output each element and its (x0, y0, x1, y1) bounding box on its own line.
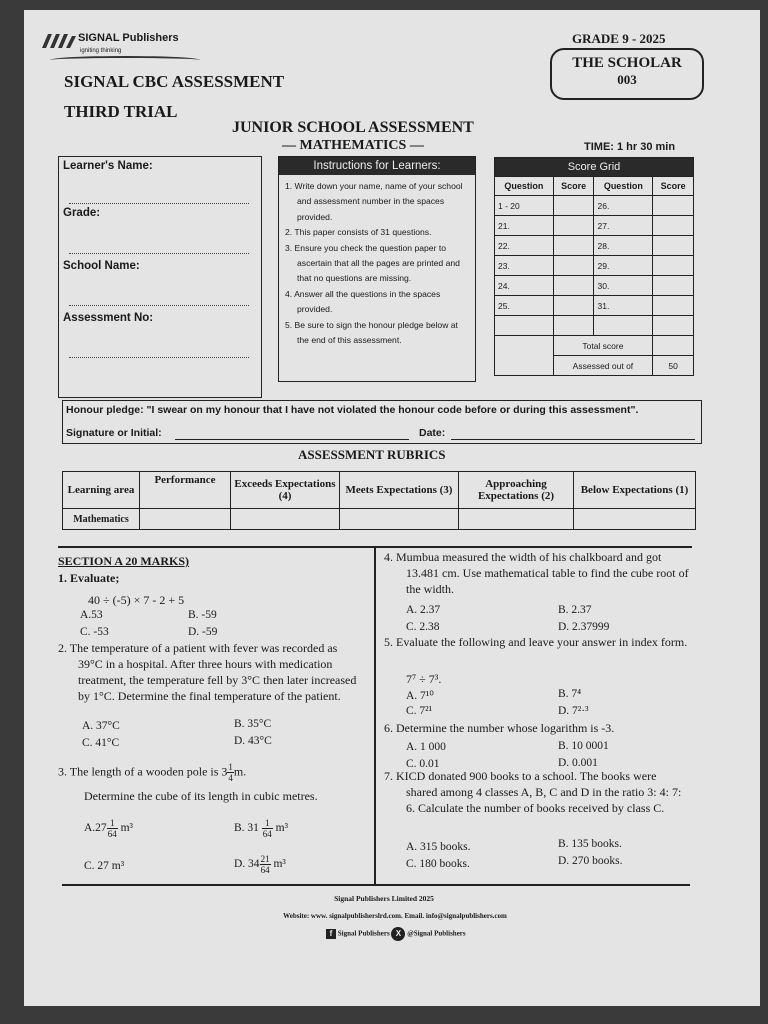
trial-label: THIRD TRIAL (64, 102, 178, 121)
rubric-header: Below Expectations (1) (574, 472, 696, 509)
question-4-stem: 4. Mumbua measured the width of his chalkboard and got 13.481 cm. Use mathematical table to find the cube root of the width. (384, 550, 689, 596)
answer-option[interactable]: B. 31 $\frac{1}{64}$ m³ (234, 818, 289, 839)
publisher-logo (40, 30, 210, 70)
score-grid-header: Score (653, 177, 694, 196)
facebook-icon: f (326, 929, 336, 939)
table-row (63, 509, 696, 530)
footer-social (326, 927, 466, 941)
question-7-stem: 7. KICD donated 900 books to a school. The books were shared among 4 classes A, B, C and D in the ratio 3: 4: 7: 6. Calculate the number of books received by class C. (384, 769, 682, 815)
honour-pledge-box (62, 400, 702, 444)
assessed-out-of-value: 50 (653, 356, 694, 376)
scholar-badge (550, 48, 704, 100)
learner-name-label: Learner's Name: (63, 160, 153, 172)
table-row: 21. 27. (495, 216, 694, 236)
instruction-item: 1. Write down your name, name of your school and assessment number in the spaces provided. (285, 181, 463, 222)
grade-field-label: Grade: (63, 207, 101, 219)
signature-label: Signature or Initial: (66, 427, 162, 439)
question-1-expression: 40 ÷ (-5) × 7 - 2 + 5 (88, 593, 185, 607)
answer-option[interactable]: A. 37°C (82, 720, 120, 732)
signature-line[interactable] (175, 439, 409, 440)
table-row: 25. 31. (495, 296, 694, 316)
instructions-title: Instructions for Learners: (279, 157, 475, 175)
score-grid-title: Score Grid (495, 158, 694, 177)
rubric-header: Performance (140, 472, 231, 509)
answer-option[interactable]: A. 315 books. (406, 841, 471, 853)
footer-contact: Website: www. signalpublisherslrd.com. Email. info@signalpublishers.com (283, 912, 507, 920)
instruction-item: 2. This paper consists of 31 questions. (285, 227, 432, 238)
table-row (495, 316, 694, 336)
answer-option[interactable]: C. 7²¹ (406, 705, 433, 717)
question-5-expression: 7⁷ ÷ 7³. (406, 672, 442, 686)
answer-option[interactable]: A. 7¹⁰ (406, 690, 434, 702)
table-row: 23. 29. (495, 256, 694, 276)
school-name-label: School Name: (63, 260, 140, 272)
table-row (63, 472, 696, 509)
date-label: Date: (419, 427, 446, 439)
answer-option[interactable]: B. 2.37 (558, 604, 592, 616)
assessment-no-label: Assessment No: (63, 312, 154, 324)
question-6-stem: 6. Determine the number whose logarithm is -3. (384, 721, 615, 735)
assessment-no-line[interactable] (69, 357, 249, 358)
answer-option[interactable]: D. -59 (188, 626, 218, 638)
instruction-item: 3. Ensure you check the question paper to ascertain that all the pages are printed and that no questions are missing. (285, 242, 460, 284)
rubrics-table (62, 471, 696, 530)
publisher-name: SIGNAL Publishers (78, 32, 179, 44)
answer-option[interactable]: D. 43°C (234, 735, 272, 747)
instructions-box (278, 156, 476, 382)
answer-option[interactable]: C. 0.01 (406, 758, 440, 770)
grade-line[interactable] (69, 253, 249, 254)
logo-mark-icon (40, 32, 78, 50)
school-name-line[interactable] (69, 305, 249, 306)
rubric-row-label: Mathematics (63, 509, 140, 530)
rubric-header: Meets Expectations (3) (340, 472, 459, 509)
table-row (495, 336, 694, 356)
answer-option[interactable]: B. 10 0001 (558, 740, 609, 752)
answer-option[interactable]: A. 2.37 (406, 604, 441, 616)
question-1-stem: 1. Evaluate; (58, 571, 120, 585)
time-label: TIME: 1 hr 30 min (584, 141, 676, 153)
answer-option[interactable]: B. 35°C (234, 718, 272, 730)
fraction: $\frac{1}{4}$ (228, 762, 233, 783)
pledge-label: Honour pledge: (66, 404, 144, 416)
answer-option[interactable]: D. 0.001 (558, 757, 598, 769)
question-5-stem: 5. Evaluate the following and leave your answer in index form. (384, 635, 688, 649)
score-grid-header: Score (553, 177, 594, 196)
answer-option[interactable]: C. 41°C (82, 737, 120, 749)
scholar-code: 003 (617, 72, 637, 87)
date-line[interactable] (451, 439, 695, 440)
rubric-header: Learning area (63, 472, 140, 509)
grade-label: GRADE 9 - 2025 (572, 31, 666, 46)
table-row: 24. 30. (495, 276, 694, 296)
instruction-item: 4. Answer all the questions in the spaces provided. (285, 288, 441, 315)
table-row (495, 356, 694, 376)
score-grid (494, 157, 694, 376)
answer-option[interactable]: D. 2.37999 (558, 621, 610, 633)
facebook-handle: Signal Publishers (337, 929, 390, 938)
score-grid-header: Question (495, 177, 554, 196)
answer-option[interactable]: A. 1 000 (406, 741, 446, 753)
question-2-stem: 2. The temperature of a patient with fever was recorded as 39°C in a hospital. After three hours with medication treatment, the temperature fell by 3°C then later increased by 1°C. Determine the final temperature of the patient. (58, 641, 357, 703)
rubric-header: Exceeds Expectations (4) (231, 472, 340, 509)
x-handle: @Signal Publishers (407, 929, 466, 938)
publisher-tagline: igniting thinking (80, 48, 122, 54)
score-grid-header: Question (594, 177, 653, 196)
answer-option[interactable]: B. 7⁴ (558, 688, 582, 700)
answer-option[interactable]: C. 27 m³ (84, 860, 125, 872)
subject-title: — MATHEMATICS — (282, 138, 424, 153)
question-3-stem: 3. The length of a wooden pole is 3 $\frac{1}{4}$ m. (58, 762, 247, 783)
answer-option[interactable]: B. -59 (188, 609, 217, 621)
pledge-text: "I swear on my honour that I have not violated the honour code before or during this assessment". (146, 404, 639, 416)
table-row: 1 - 20 26. (495, 196, 694, 216)
answer-option[interactable]: D. 270 books. (558, 855, 623, 867)
total-score-label: Total score (553, 336, 652, 356)
answer-option[interactable]: C. 2.38 (406, 621, 440, 633)
x-icon: X (391, 927, 405, 941)
assessment-title: SIGNAL CBC ASSESSMENT (64, 72, 285, 91)
rubric-header: Approaching Expectations (2) (459, 472, 574, 509)
learner-name-line[interactable] (69, 203, 249, 204)
scholar-name: THE SCHOLAR (572, 55, 682, 71)
section-title: SECTION A 20 MARKS) (58, 554, 190, 568)
question-3-stem-2: Determine the cube of its length in cubic metres. (84, 789, 318, 803)
instruction-item: 5. Be sure to sign the honour pledge below at the end of this assessment. (285, 319, 458, 346)
footer-company: Signal Publishers Limited 2025 (334, 894, 434, 903)
answer-option[interactable]: D. 34 $\frac{21}{64}$ m³ (234, 854, 286, 875)
answer-option[interactable]: A.53 (80, 609, 103, 621)
table-row: 22. 28. (495, 236, 694, 256)
section-bottom-rule (62, 884, 690, 886)
column-divider (374, 548, 376, 886)
answer-option[interactable]: B. 135 books. (558, 838, 622, 850)
answer-option[interactable]: D. 7²·³ (558, 705, 589, 717)
assessed-out-of-label: Assessed out of (553, 356, 652, 376)
learner-details-box (58, 156, 262, 398)
main-title: JUNIOR SCHOOL ASSESSMENT (232, 119, 474, 136)
answer-option[interactable]: A.27 $\frac{1}{64}$ m³ (84, 818, 133, 839)
logo-swoosh (50, 56, 200, 64)
rubrics-title: ASSESSMENT RUBRICS (298, 447, 446, 462)
answer-option[interactable]: C. -53 (80, 626, 109, 638)
answer-option[interactable]: C. 180 books. (406, 858, 470, 870)
